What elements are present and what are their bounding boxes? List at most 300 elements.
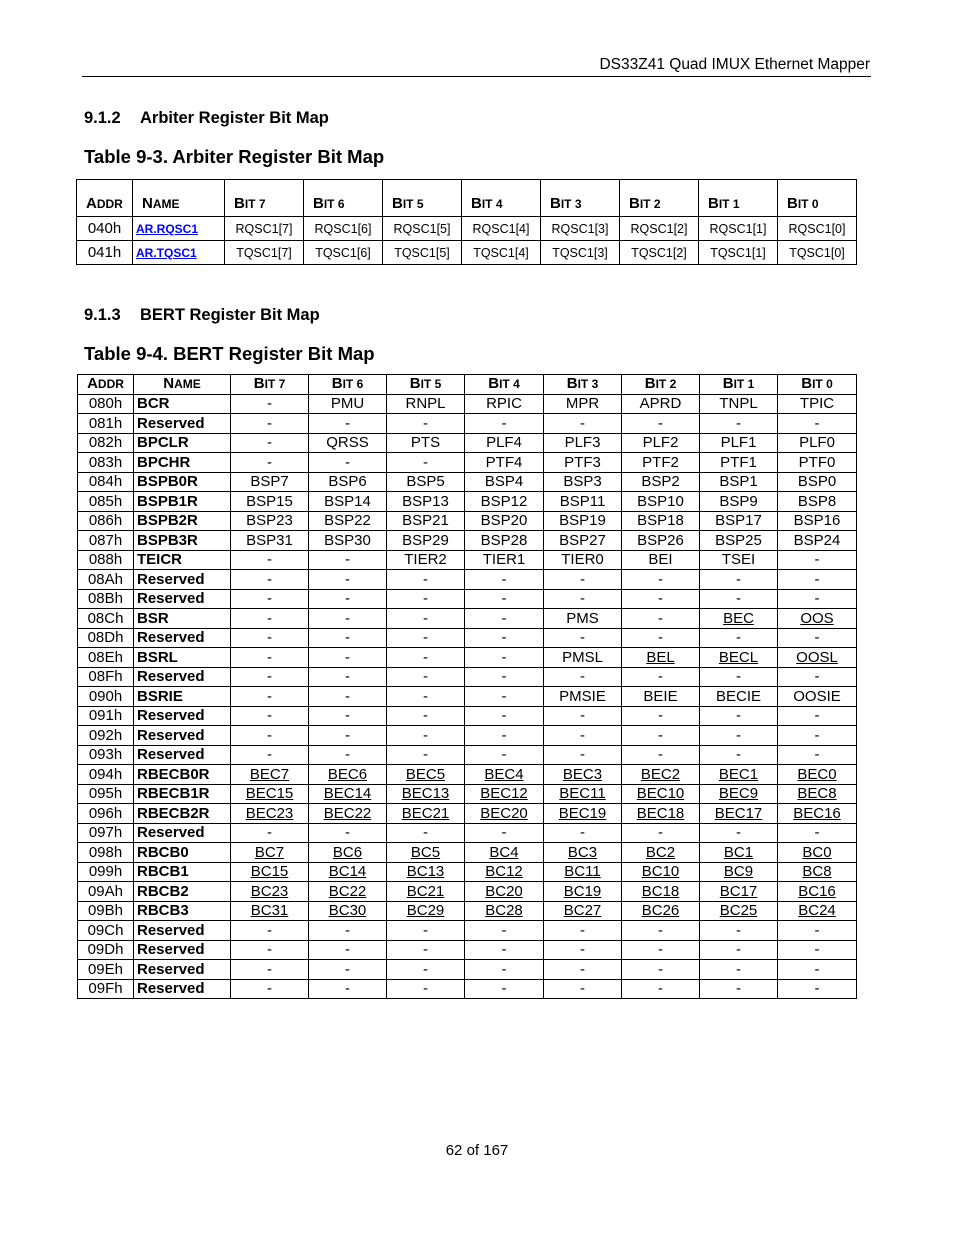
register-name: RBECB1R — [134, 784, 231, 804]
bit-3-field: PLF3 — [544, 433, 622, 453]
bit-4-field: - — [465, 667, 544, 687]
bit-4-field: BC4 — [465, 843, 544, 863]
bit-7-field: BC31 — [231, 901, 309, 921]
bit-6-field: - — [309, 453, 387, 473]
register-address: 040h — [77, 217, 133, 241]
bit-5-field: RQSC1[5] — [383, 217, 462, 241]
bit-2-field: BEC10 — [622, 784, 700, 804]
bit-6-field: - — [309, 667, 387, 687]
bit-3-field: BSP27 — [544, 531, 622, 551]
bit-4-field: RQSC1[4] — [462, 217, 541, 241]
register-row — [78, 492, 857, 512]
bit-6-field: - — [309, 960, 387, 980]
bit-0-field: - — [778, 628, 857, 648]
bit-3-field: - — [544, 745, 622, 765]
bit-7-field: - — [231, 823, 309, 843]
bit-5-field: - — [387, 570, 465, 590]
column-header-row — [77, 180, 857, 217]
bit-4-field: - — [465, 589, 544, 609]
register-name: Reserved — [134, 667, 231, 687]
bit-4-field: BSP20 — [465, 511, 544, 531]
register-address: 088h — [78, 550, 134, 570]
bit-7-column-header: BIT 7 — [231, 375, 309, 395]
bit-3-field: TIER0 — [544, 550, 622, 570]
bit-7-field: BSP23 — [231, 511, 309, 531]
register-row — [78, 472, 857, 492]
register-row — [78, 901, 857, 921]
bit-6-field: - — [309, 921, 387, 941]
bit-3-field: BSP11 — [544, 492, 622, 512]
bit-4-field: PTF4 — [465, 453, 544, 473]
bit-3-field: PTF3 — [544, 453, 622, 473]
register-address: 082h — [78, 433, 134, 453]
bit-2-field: PTF2 — [622, 453, 700, 473]
bit-5-field: - — [387, 979, 465, 999]
bit-1-field: - — [700, 667, 778, 687]
bit-3-field: - — [544, 589, 622, 609]
name-column-header: NAME — [133, 180, 225, 217]
bit-4-field: BEC4 — [465, 765, 544, 785]
register-name: BSRL — [134, 648, 231, 668]
bit-0-field: - — [778, 979, 857, 999]
register-row — [77, 217, 857, 241]
register-row — [78, 862, 857, 882]
bit-7-field: - — [231, 726, 309, 746]
bit-4-field: - — [465, 960, 544, 980]
bit-5-field: TIER2 — [387, 550, 465, 570]
register-name: BPCHR — [134, 453, 231, 473]
bit-3-field: - — [544, 570, 622, 590]
register-address: 095h — [78, 784, 134, 804]
bit-3-field: BEC3 — [544, 765, 622, 785]
bit-3-field: - — [544, 726, 622, 746]
section-heading-bert — [84, 305, 320, 325]
bit-6-field: - — [309, 589, 387, 609]
register-name: BCR — [134, 394, 231, 414]
bit-4-field: BC20 — [465, 882, 544, 902]
bit-2-field: APRD — [622, 394, 700, 414]
bit-7-field: - — [231, 648, 309, 668]
bit-4-field: - — [465, 745, 544, 765]
bit-4-field: BSP28 — [465, 531, 544, 551]
bit-5-field: TQSC1[5] — [383, 241, 462, 265]
register-address: 09Ah — [78, 882, 134, 902]
bit-3-field: BC11 — [544, 862, 622, 882]
register-address: 09Bh — [78, 901, 134, 921]
bit-3-column-header: BIT 3 — [541, 180, 620, 217]
register-row — [78, 843, 857, 863]
bit-7-field: BSP31 — [231, 531, 309, 551]
bit-1-field: PLF1 — [700, 433, 778, 453]
section-heading-arbiter — [84, 108, 329, 128]
bit-0-field: BC0 — [778, 843, 857, 863]
register-row — [78, 394, 857, 414]
register-address: 09Ch — [78, 921, 134, 941]
bit-4-column-header: BIT 4 — [465, 375, 544, 395]
register-row — [78, 570, 857, 590]
register-name: RBCB0 — [134, 843, 231, 863]
bit-2-field: BC26 — [622, 901, 700, 921]
bit-3-field: - — [544, 628, 622, 648]
bit-0-field: PLF0 — [778, 433, 857, 453]
register-name: Reserved — [134, 823, 231, 843]
bit-5-field: BSP13 — [387, 492, 465, 512]
bit-1-field: BSP9 — [700, 492, 778, 512]
bit-4-field: - — [465, 609, 544, 629]
bit-6-field: BC6 — [309, 843, 387, 863]
bit-3-field: - — [544, 414, 622, 434]
bit-4-field: RPIC — [465, 394, 544, 414]
bit-4-field: - — [465, 628, 544, 648]
bit-6-field: - — [309, 940, 387, 960]
bit-2-field: BEI — [622, 550, 700, 570]
register-name: BPCLR — [134, 433, 231, 453]
register-address: 097h — [78, 823, 134, 843]
bit-1-field: TNPL — [700, 394, 778, 414]
register-row — [78, 784, 857, 804]
register-name: TEICR — [134, 550, 231, 570]
register-name: BSR — [134, 609, 231, 629]
bit-1-field: BSP25 — [700, 531, 778, 551]
bit-7-field: RQSC1[7] — [225, 217, 304, 241]
bit-7-field: - — [231, 570, 309, 590]
bit-2-field: BEC18 — [622, 804, 700, 824]
bit-2-column-header: BIT 2 — [620, 180, 699, 217]
bit-1-field: - — [700, 745, 778, 765]
register-name: BSRIE — [134, 687, 231, 707]
addr-column-header: ADDR — [77, 180, 133, 217]
register-name: Reserved — [134, 979, 231, 999]
bit-1-column-header: BIT 1 — [699, 180, 778, 217]
bert-register-table — [77, 374, 857, 999]
bit-0-field: - — [778, 414, 857, 434]
bit-7-field: BEC7 — [231, 765, 309, 785]
bit-2-field: - — [622, 667, 700, 687]
bit-4-field: - — [465, 921, 544, 941]
bit-3-field: PMSL — [544, 648, 622, 668]
bit-2-field: RQSC1[2] — [620, 217, 699, 241]
bit-2-field: - — [622, 979, 700, 999]
column-header-row — [78, 375, 857, 395]
bit-7-field: - — [231, 979, 309, 999]
bit-2-field: - — [622, 745, 700, 765]
register-row — [78, 765, 857, 785]
register-address: 085h — [78, 492, 134, 512]
register-row — [78, 550, 857, 570]
bit-1-field: - — [700, 726, 778, 746]
bit-0-field: BSP0 — [778, 472, 857, 492]
register-address: 08Bh — [78, 589, 134, 609]
bit-6-field: - — [309, 745, 387, 765]
table-caption-arbiter: Table 9-3. Arbiter Register Bit Map — [84, 146, 385, 167]
register-name: BSPB3R — [134, 531, 231, 551]
bit-1-column-header: BIT 1 — [700, 375, 778, 395]
bit-5-field: BEC13 — [387, 784, 465, 804]
bit-3-field: BC19 — [544, 882, 622, 902]
register-address: 09Dh — [78, 940, 134, 960]
bit-5-column-header: BIT 5 — [387, 375, 465, 395]
bit-7-field: - — [231, 453, 309, 473]
section-title: BERT Register Bit Map — [140, 306, 320, 324]
register-row — [78, 687, 857, 707]
register-row — [78, 648, 857, 668]
bit-5-field: BC13 — [387, 862, 465, 882]
bit-3-field: PMS — [544, 609, 622, 629]
bit-6-field: - — [309, 414, 387, 434]
register-name: RBECB0R — [134, 765, 231, 785]
bit-1-field: PTF1 — [700, 453, 778, 473]
bit-2-field: BSP18 — [622, 511, 700, 531]
bit-1-field: BEC1 — [700, 765, 778, 785]
bit-4-field: - — [465, 706, 544, 726]
section-number: 9.1.3 — [84, 306, 121, 324]
bit-3-field: BC3 — [544, 843, 622, 863]
register-name: Reserved — [134, 589, 231, 609]
bit-5-field: - — [387, 687, 465, 707]
bit-6-field: BSP6 — [309, 472, 387, 492]
bit-5-field: BSP21 — [387, 511, 465, 531]
bit-3-field: BSP19 — [544, 511, 622, 531]
bit-6-field: BC14 — [309, 862, 387, 882]
register-name: RBCB1 — [134, 862, 231, 882]
register-name — [133, 241, 225, 265]
bit-7-field: TQSC1[7] — [225, 241, 304, 265]
register-name: Reserved — [134, 726, 231, 746]
bit-5-field: - — [387, 453, 465, 473]
bit-5-field: BC21 — [387, 882, 465, 902]
register-row — [78, 979, 857, 999]
register-row — [78, 745, 857, 765]
bit-2-field: BSP10 — [622, 492, 700, 512]
bit-4-column-header: BIT 4 — [462, 180, 541, 217]
bit-2-field: - — [622, 589, 700, 609]
bit-6-field: - — [309, 570, 387, 590]
bit-0-field: TQSC1[0] — [778, 241, 857, 265]
bit-2-field: PLF2 — [622, 433, 700, 453]
bit-2-field: BEIE — [622, 687, 700, 707]
bit-4-field: TIER1 — [465, 550, 544, 570]
bit-1-field: BEC — [700, 609, 778, 629]
register-name-link[interactable]: AR.TQSC1 — [136, 245, 197, 260]
bit-5-field: BC5 — [387, 843, 465, 863]
register-row — [78, 433, 857, 453]
bit-1-field: - — [700, 706, 778, 726]
bit-4-field: BEC20 — [465, 804, 544, 824]
bit-1-field: - — [700, 921, 778, 941]
register-row — [78, 726, 857, 746]
bit-0-field: - — [778, 589, 857, 609]
bit-1-field: TSEI — [700, 550, 778, 570]
bit-2-field: BEC2 — [622, 765, 700, 785]
bit-7-field: BSP15 — [231, 492, 309, 512]
register-address: 08Dh — [78, 628, 134, 648]
bit-6-field: - — [309, 609, 387, 629]
register-row — [78, 940, 857, 960]
bit-6-field: RQSC1[6] — [304, 217, 383, 241]
bit-3-field: - — [544, 940, 622, 960]
bit-6-field: BEC14 — [309, 784, 387, 804]
bit-0-field: - — [778, 940, 857, 960]
table-caption-bert: Table 9-4. BERT Register Bit Map — [84, 343, 375, 364]
register-row — [78, 960, 857, 980]
bit-2-field: - — [622, 940, 700, 960]
bit-3-field: BC27 — [544, 901, 622, 921]
bit-7-field: - — [231, 414, 309, 434]
register-address: 091h — [78, 706, 134, 726]
bit-7-field: - — [231, 940, 309, 960]
register-address: 081h — [78, 414, 134, 434]
bit-1-field: RQSC1[1] — [699, 217, 778, 241]
bit-7-field: - — [231, 687, 309, 707]
bit-5-field: - — [387, 706, 465, 726]
bit-3-field: - — [544, 706, 622, 726]
bit-4-field: BC12 — [465, 862, 544, 882]
bit-4-field: TQSC1[4] — [462, 241, 541, 265]
bit-0-column-header: BIT 0 — [778, 375, 857, 395]
bit-5-field: - — [387, 940, 465, 960]
bit-7-field: - — [231, 745, 309, 765]
bit-1-field: BC25 — [700, 901, 778, 921]
bit-5-field: BSP5 — [387, 472, 465, 492]
bit-7-field: BC15 — [231, 862, 309, 882]
register-row — [78, 921, 857, 941]
bit-7-field: BEC15 — [231, 784, 309, 804]
bit-2-field: - — [622, 628, 700, 648]
bit-4-field: - — [465, 570, 544, 590]
section-number: 9.1.2 — [84, 109, 121, 127]
bit-0-field: OOSL — [778, 648, 857, 668]
bit-0-field: - — [778, 667, 857, 687]
bit-2-field: BC18 — [622, 882, 700, 902]
bit-5-field: - — [387, 921, 465, 941]
register-address: 09Eh — [78, 960, 134, 980]
register-name: Reserved — [134, 921, 231, 941]
bit-2-field: BSP2 — [622, 472, 700, 492]
register-address: 08Fh — [78, 667, 134, 687]
bit-0-field: TPIC — [778, 394, 857, 414]
bit-7-field: - — [231, 589, 309, 609]
bit-5-field: - — [387, 589, 465, 609]
bit-6-field: - — [309, 648, 387, 668]
bit-1-field: - — [700, 979, 778, 999]
bit-4-field: - — [465, 726, 544, 746]
register-address: 092h — [78, 726, 134, 746]
register-name: RBCB2 — [134, 882, 231, 902]
bit-5-field: - — [387, 609, 465, 629]
document-title: DS33Z41 Quad IMUX Ethernet Mapper — [599, 56, 870, 73]
bit-4-field: BSP12 — [465, 492, 544, 512]
register-address: 090h — [78, 687, 134, 707]
bit-2-field: - — [622, 960, 700, 980]
register-row — [78, 609, 857, 629]
bit-2-field: - — [622, 706, 700, 726]
bit-0-field: PTF0 — [778, 453, 857, 473]
bit-3-field: - — [544, 921, 622, 941]
bit-0-field: - — [778, 550, 857, 570]
bit-6-field: - — [309, 823, 387, 843]
bit-0-field: BSP16 — [778, 511, 857, 531]
bit-0-field: BEC16 — [778, 804, 857, 824]
bit-1-field: - — [700, 823, 778, 843]
register-row — [78, 414, 857, 434]
bit-7-field: - — [231, 667, 309, 687]
bit-1-field: BC9 — [700, 862, 778, 882]
bit-4-field: BEC12 — [465, 784, 544, 804]
bit-0-field: BSP8 — [778, 492, 857, 512]
bit-0-field: - — [778, 921, 857, 941]
bit-0-field: BC8 — [778, 862, 857, 882]
bit-3-field: BEC11 — [544, 784, 622, 804]
bit-7-field: BC23 — [231, 882, 309, 902]
bit-0-field: - — [778, 823, 857, 843]
bit-1-field: BEC9 — [700, 784, 778, 804]
register-name — [133, 217, 225, 241]
bit-3-field: MPR — [544, 394, 622, 414]
bit-1-field: BSP17 — [700, 511, 778, 531]
register-row — [78, 453, 857, 473]
bit-2-field: - — [622, 921, 700, 941]
bit-5-field: BEC21 — [387, 804, 465, 824]
bit-2-field: BEL — [622, 648, 700, 668]
register-name: Reserved — [134, 940, 231, 960]
bit-0-field: BC24 — [778, 901, 857, 921]
bit-3-field: - — [544, 960, 622, 980]
register-address: 09Fh — [78, 979, 134, 999]
bit-4-field: - — [465, 823, 544, 843]
bit-3-field: - — [544, 667, 622, 687]
bit-7-field: - — [231, 394, 309, 414]
bit-7-field: - — [231, 609, 309, 629]
bit-4-field: BC28 — [465, 901, 544, 921]
bit-1-field: BC1 — [700, 843, 778, 863]
register-address: 096h — [78, 804, 134, 824]
register-name: RBCB3 — [134, 901, 231, 921]
bit-5-column-header: BIT 5 — [383, 180, 462, 217]
bit-7-field: - — [231, 550, 309, 570]
bit-1-field: BSP1 — [700, 472, 778, 492]
bit-5-field: BEC5 — [387, 765, 465, 785]
bit-3-field: RQSC1[3] — [541, 217, 620, 241]
bit-7-field: - — [231, 433, 309, 453]
bit-0-field: OOSIE — [778, 687, 857, 707]
register-address: 08Ch — [78, 609, 134, 629]
bit-5-field: PTS — [387, 433, 465, 453]
bit-7-field: - — [231, 960, 309, 980]
bit-5-field: - — [387, 667, 465, 687]
register-address: 041h — [77, 241, 133, 265]
register-address: 093h — [78, 745, 134, 765]
register-row — [78, 823, 857, 843]
register-name-link[interactable]: AR.RQSC1 — [136, 221, 199, 236]
bit-3-field: TQSC1[3] — [541, 241, 620, 265]
bit-1-field: - — [700, 940, 778, 960]
register-address: 098h — [78, 843, 134, 863]
register-address: 099h — [78, 862, 134, 882]
bit-6-field: - — [309, 628, 387, 648]
bit-6-field: BSP22 — [309, 511, 387, 531]
bit-7-field: BEC23 — [231, 804, 309, 824]
register-address: 086h — [78, 511, 134, 531]
bit-7-field: - — [231, 921, 309, 941]
bit-6-field: BEC22 — [309, 804, 387, 824]
bit-1-field: - — [700, 589, 778, 609]
bit-4-field: BSP4 — [465, 472, 544, 492]
bit-2-field: BC10 — [622, 862, 700, 882]
bit-0-field: - — [778, 570, 857, 590]
register-name: RBECB2R — [134, 804, 231, 824]
bit-6-field: - — [309, 706, 387, 726]
bit-1-field: BEC17 — [700, 804, 778, 824]
